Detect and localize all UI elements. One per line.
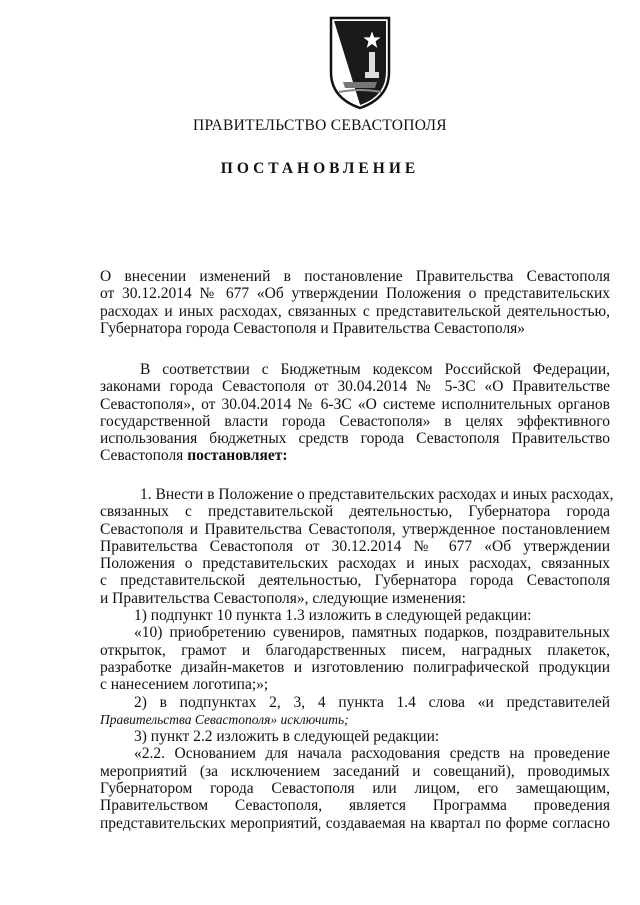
preamble-line: Севастополя», от 30.04.2014 № 6-ЗС «О системе исполнительных органов	[100, 395, 610, 413]
preamble-line: государственной власти города Севастополя» в целях эффективного	[100, 412, 610, 430]
organization-name: ПРАВИТЕЛЬСТВО СЕВАСТОПОЛЯ	[193, 117, 447, 134]
preamble-line: В соответствии с Бюджетным кодексом Российской Федерации,	[140, 361, 610, 378]
preamble	[100, 361, 610, 465]
body-line: 2) в подпунктах 2, 3, 4 пункта 1.4 слова «и представителей	[134, 693, 610, 711]
body-line: «2.2. Основанием для начала расходования средств на проведение	[134, 745, 610, 763]
body-line: открыток, грамот и благодарственных писем, наградных плакеток,	[100, 641, 610, 659]
body-line: с нанесением логотипа;»;	[100, 676, 269, 694]
document-body	[100, 486, 614, 832]
subject-line: Губернатора города Севастополя и Правительства Севастополя»	[100, 319, 526, 337]
body-line: представительских мероприятий, создаваемая на квартал по форме согласно	[100, 814, 610, 832]
body-line: Правительством Севастополя, является Программа проведения	[100, 797, 610, 815]
body-line: Севастополя и Правительства Севастополя, утвержденное постановлением	[100, 520, 610, 538]
body-line: Губернатором города Севастополя или лицом, его замещающим,	[100, 780, 610, 798]
body-line: разработке дизайн-макетов и изготовлению полиграфической продукции	[100, 658, 610, 676]
body-line: 1. Внести в Положение о представительских расходах и иных расходах,	[140, 486, 614, 503]
body-line: Положения о представительских расходах и иных расходах, связанных	[100, 555, 610, 573]
subject-line: от 30.12.2014 № 677 «Об утверждении Положения о представительских	[100, 285, 610, 303]
document-subject	[100, 268, 610, 337]
resolution-keyword: постановляет:	[187, 447, 288, 465]
body-line: Правительства Севастополя от 30.12.2014 № 677 «Об утверждении	[100, 537, 610, 555]
preamble-line	[100, 447, 610, 464]
preamble-line: законами города Севастополя от 30.04.2014 № 5-ЗС «О Правительстве	[100, 378, 610, 396]
body-line: Правительства Севастополя» исключить;	[100, 711, 349, 727]
body-line: связанных с представительской деятельностью, Губернатора города	[100, 503, 610, 521]
document-title: ПОСТАНОВЛЕНИЕ	[220, 160, 420, 177]
subject-line: О внесении изменений в постановление Правительства Севастополя	[100, 268, 610, 285]
body-line: 3) пункт 2.2 изложить в следующей редакции:	[134, 728, 440, 746]
preamble-line: использования бюджетных средств города Севастополя Правительство	[100, 430, 610, 448]
preamble-text: Севастополя	[100, 447, 188, 465]
body-line: мероприятий (за исключением заседаний и совещаний), проводимых	[100, 762, 610, 780]
body-line: «10) приобретению сувениров, памятных подарков, поздравительных	[134, 624, 610, 642]
body-line: с представительской деятельностью, Губернатора города Севастополя	[100, 572, 610, 590]
subject-line: расходах и иных расходах, связанных с представительской деятельностью,	[100, 302, 610, 320]
sevastopol-coat-of-arms-icon	[325, 12, 395, 112]
body-line: 1) подпункт 10 пункта 1.3 изложить в следующей редакции:	[134, 607, 532, 625]
body-line: и Правительства Севастополя», следующие изменения:	[100, 589, 466, 607]
